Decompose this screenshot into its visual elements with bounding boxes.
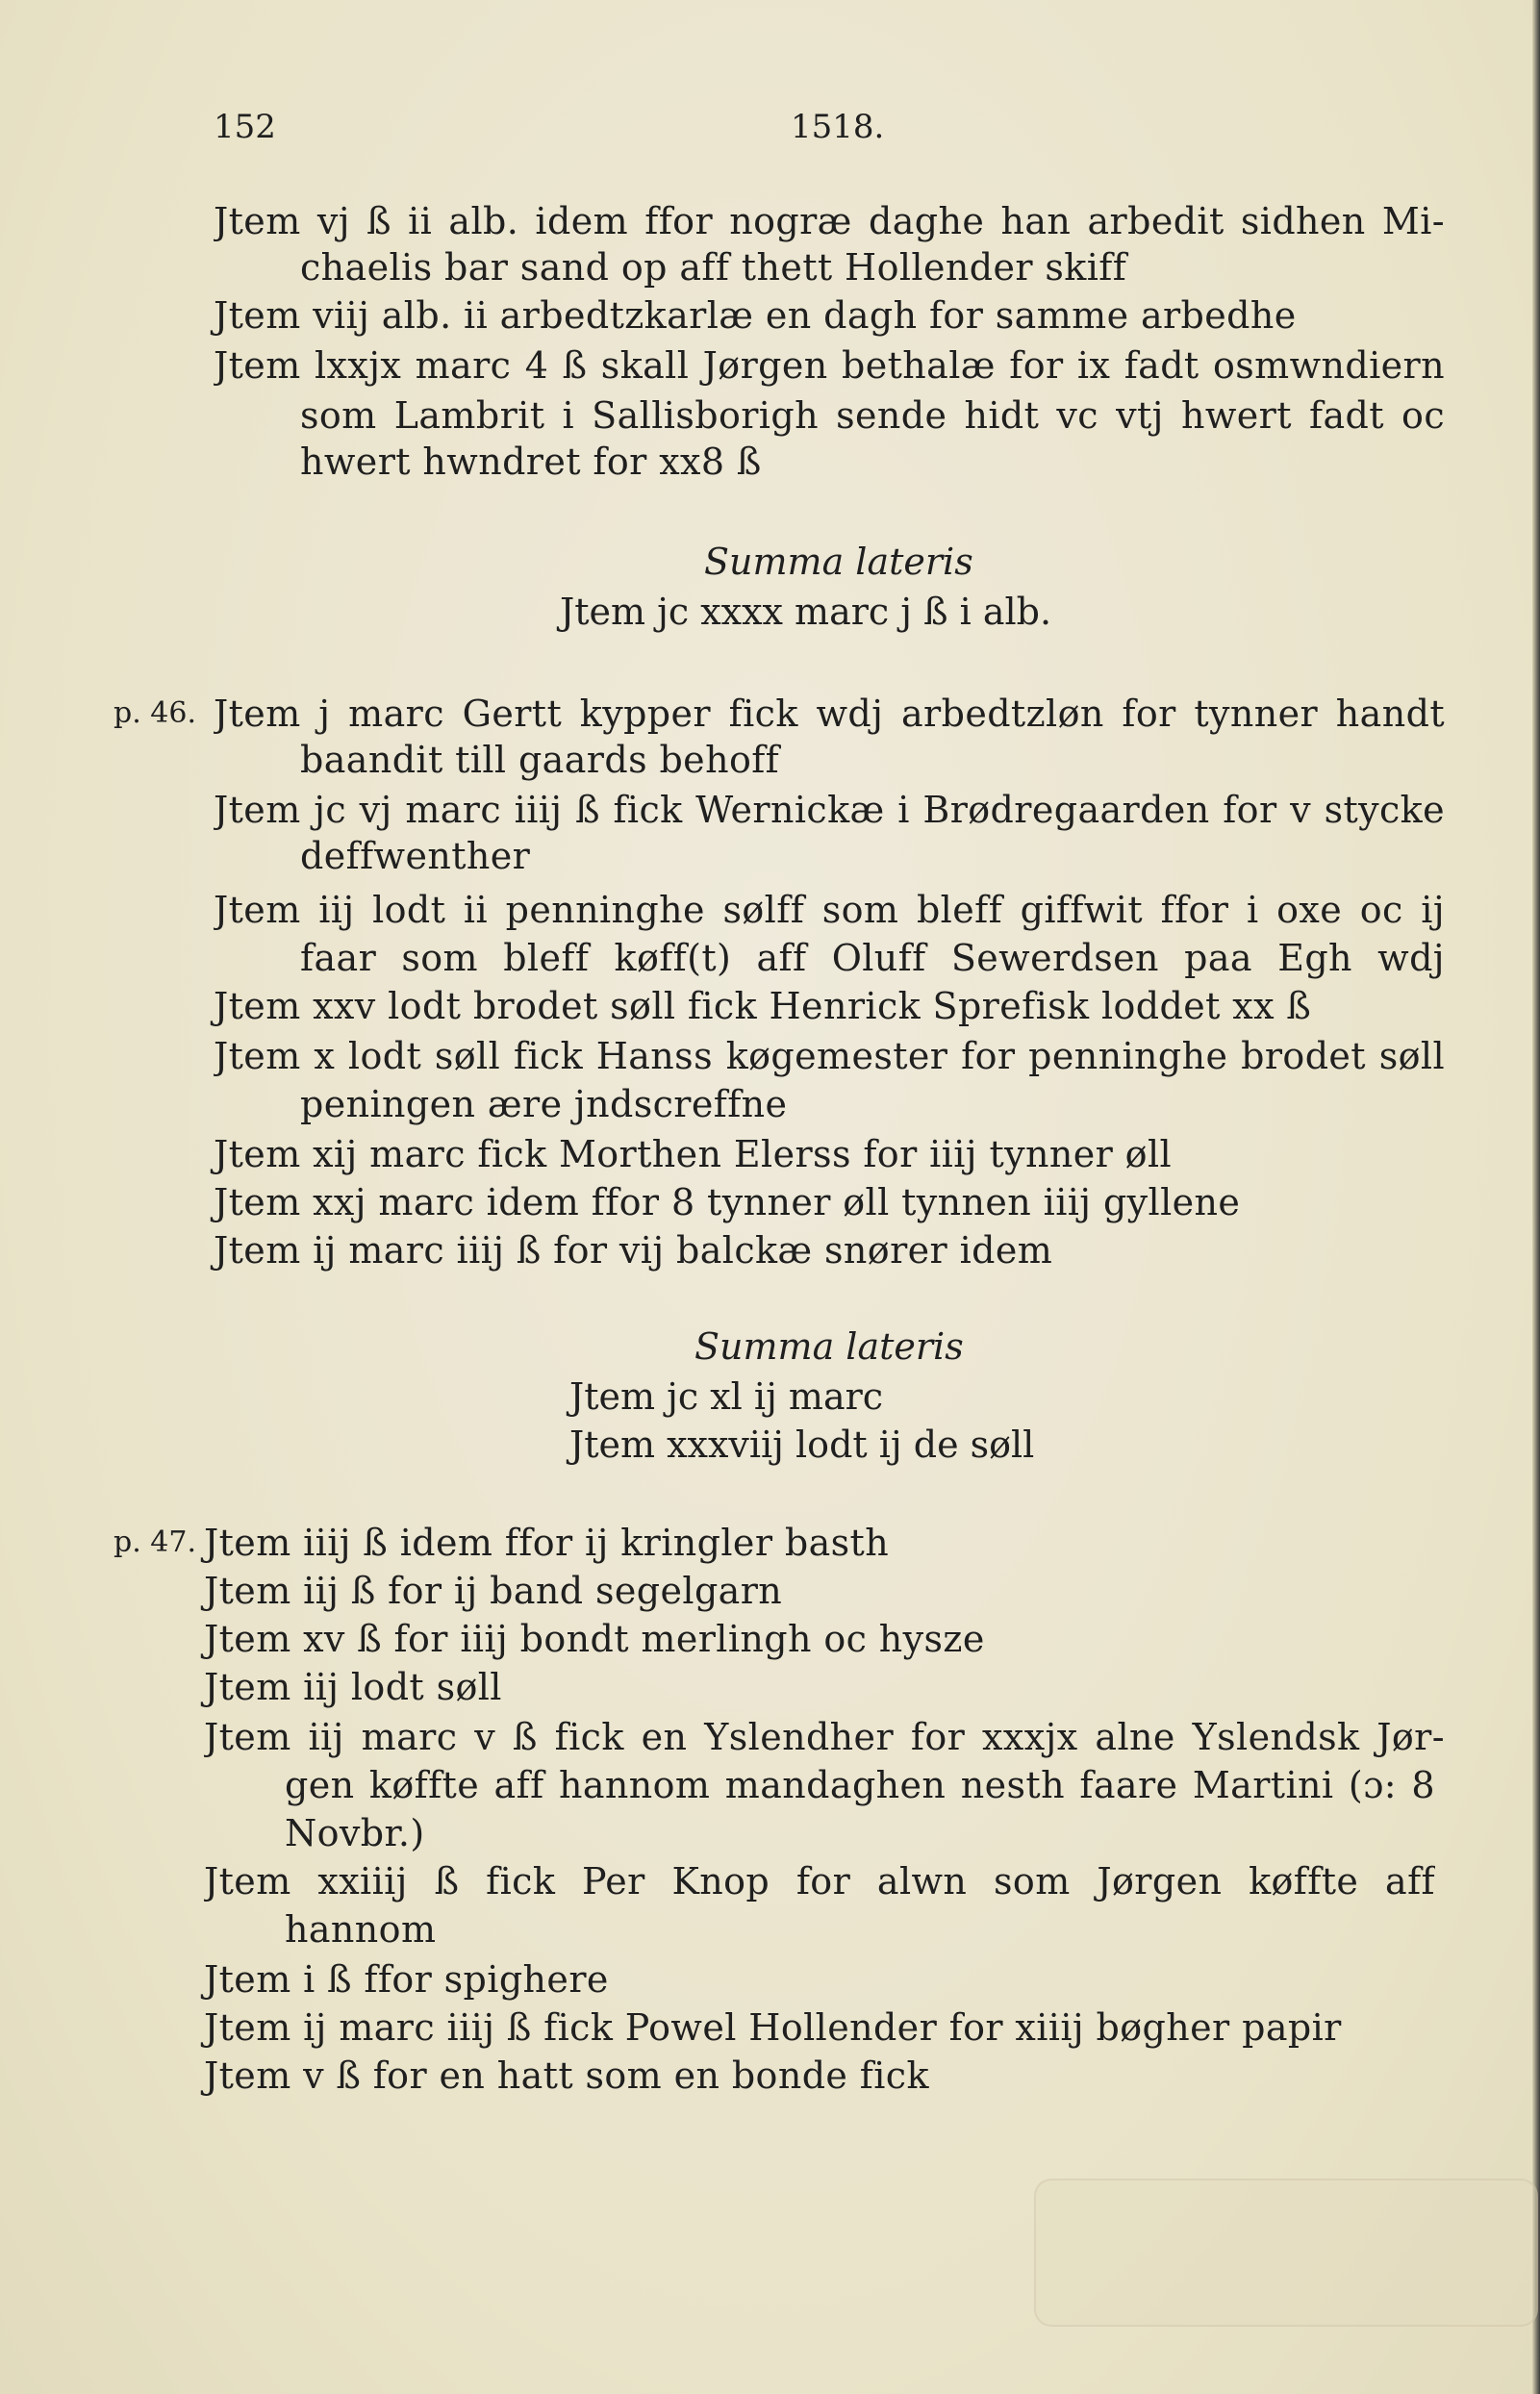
summa-total: Jtem jc xxxx marc j ß i alb. (560, 591, 1052, 633)
summa-lateris-label: Summa lateris (694, 1325, 964, 1368)
text-line: Jtem ij marc iiij ß fick Powel Hollender for xiiij bøgher papir (204, 2006, 1342, 2049)
text-line: baandit till gaards behoff (300, 739, 780, 781)
text-line: Jtem xxv lodt brodet søll fick Henrick Sprefisk loddet xx ß (214, 985, 1312, 1027)
text-line: Jtem iij lodt ii penninghe sølff som bleff giffwit ffor i oxe oc ij (214, 889, 1445, 931)
text-line: Jtem i ß ffor spighere (204, 1958, 609, 2001)
page-header (214, 108, 1368, 156)
text-line: Jtem vj ß ii alb. idem ffor nogræ daghe han arbedit sidhen Mi- (214, 200, 1445, 242)
summa-total: Jtem xxxviij lodt ij de søll (569, 1424, 1035, 1466)
text-line: Jtem viij alb. ii arbedtzkarlæ en dagh for samme arbedhe (214, 294, 1297, 337)
text-line: Jtem x lodt søll fick Hanss køgemester for penninghe brodet søll (214, 1035, 1445, 1077)
text-line: Jtem xij marc fick Morthen Elerss for iiij tynner øll (214, 1133, 1173, 1175)
summa-total: Jtem jc xl ij marc (569, 1375, 884, 1418)
text-line: hannom (285, 1908, 437, 1951)
text-line: Novbr.) (285, 1812, 425, 1854)
margin-page-note: p. 47. (114, 1525, 196, 1559)
text-line: Jtem ij marc iiij ß for vij balckæ snører idem (214, 1229, 1053, 1272)
text-line: Jtem iij lodt søll (204, 1666, 502, 1708)
text-line: som Lambrit i Sallisborigh sende hidt vc vtj hwert fadt oc (300, 394, 1445, 437)
text-line: peningen ære jndscreffne (300, 1083, 788, 1125)
text-line: Jtem iij ß for ij band segelgarn (204, 1570, 783, 1612)
text-line: Jtem xv ß for iiij bondt merlingh oc hysze (204, 1618, 985, 1660)
text-line: Jtem v ß for en hatt som en bonde fick (204, 2054, 929, 2097)
text-line: Jtem xxj marc idem ffor 8 tynner øll tynnen iiij gyllene (214, 1181, 1241, 1223)
page-edge (1532, 0, 1540, 2394)
text-line: chaelis bar sand op aff thett Hollender skiff (300, 246, 1127, 289)
paper-stain (1034, 2179, 1538, 2327)
margin-page-note: p. 46. (114, 696, 196, 730)
text-line: Jtem iiij ß idem ffor ij kringler basth (204, 1522, 890, 1564)
page-year: 1518. (791, 108, 885, 146)
text-line: deffwenther (300, 835, 531, 877)
text-line: Jtem iij marc v ß fick en Yslendher for xxxjx alne Yslendsk Jør- (204, 1716, 1445, 1758)
summa-lateris-label: Summa lateris (704, 541, 973, 583)
text-line: Jtem lxxjx marc 4 ß skall Jørgen bethalæ for ix fadt osmwndiern (214, 344, 1445, 387)
text-line: gen køffte aff hannom mandaghen nesth faare Martini (ɔ: 8 (285, 1764, 1435, 1806)
text-line: Jtem jc vj marc iiij ß fick Wernickæ i Brødregaarden for v stycke (214, 789, 1445, 831)
text-line: hwert hwndret for xx8 ß (300, 441, 762, 483)
page-number: 152 (214, 108, 276, 146)
text-line: Jtem xxiiij ß fick Per Knop for alwn som Jørgen køffte aff (204, 1860, 1435, 1903)
text-line: Jtem j marc Gertt kypper fick wdj arbedtzløn for tynner handt (214, 693, 1445, 735)
text-line: faar som bleff køff(t) aff Oluff Sewerdsen paa Egh wdj (300, 937, 1445, 979)
